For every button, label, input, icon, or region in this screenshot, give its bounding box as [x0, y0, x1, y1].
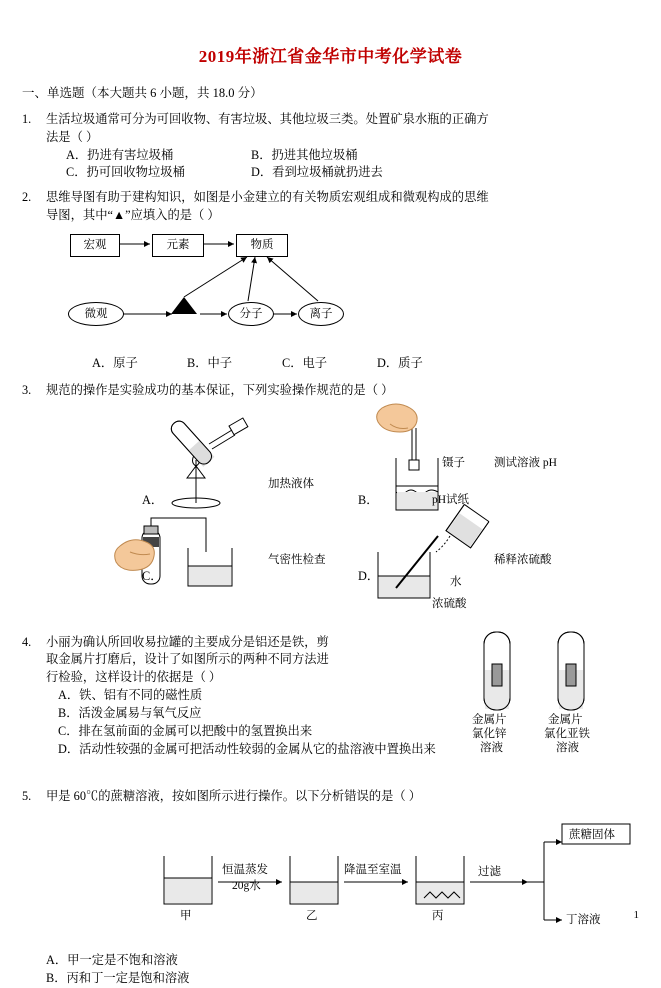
question-2	[22, 189, 643, 372]
mindmap-node-blank-triangle	[171, 297, 197, 314]
mindmap-node-micro: 微观	[68, 302, 124, 326]
question-5-label-beaker-yi: 乙	[306, 910, 318, 923]
question-3-apparatus-drawings	[46, 400, 646, 630]
question-4-label-fecl2: 氯化亚铁	[544, 727, 590, 740]
mindmap-node-element: 元素	[152, 234, 204, 257]
page-number: 1	[633, 909, 639, 921]
question-1-number: 1.	[22, 112, 32, 126]
question-4-number: 4.	[22, 634, 32, 649]
question-5-stem-line-1: 甲是 60℃的蔗糖溶液，按如图所示进行操作。以下分析错误的是（ ）	[46, 789, 422, 804]
question-5-label-beaker-jia: 甲	[180, 910, 192, 923]
question-3-caption-d: 稀释浓硫酸	[494, 553, 552, 566]
question-3-label-tweezers: 镊子	[442, 456, 465, 469]
question-4-label-solution-right: 溶液	[556, 741, 579, 754]
question-3-option-a-letter[interactable]: A．	[142, 492, 164, 507]
question-5-option-b[interactable]: B．丙和丁一定是饱和溶液	[46, 971, 190, 986]
question-4-option-a[interactable]: A．铁、铝有不同的磁性质	[58, 688, 203, 703]
question-2-options	[92, 355, 643, 373]
question-1-option-c[interactable]: C．扔可回收物垃圾桶	[66, 165, 185, 180]
question-5-label-beaker-bing: 丙	[432, 910, 444, 923]
question-3-label-water: 水	[450, 575, 462, 588]
question-4-label-zncl2: 氯化锌	[472, 727, 507, 740]
question-2-stem-line-1: 思维导图有助于建构知识，如图是小金建立的有关物质宏观组成和微观构成的思维	[46, 190, 489, 205]
question-1-option-a[interactable]: A．扔进有害垃圾桶	[66, 147, 174, 162]
question-4-option-c[interactable]: C．排在氢前面的金属可以把酸中的氢置换出来	[58, 723, 313, 738]
question-4-option-d[interactable]: D．活动性较强的金属可把活动性较弱的金属从它的盐溶液中置换出来	[58, 741, 436, 756]
question-4-stem-line-1: 小丽为确认所回收易拉罐的主要成分是铝还是铁，剪	[46, 634, 329, 649]
question-3-figures	[46, 400, 643, 630]
mindmap-node-molecule: 分子	[228, 302, 274, 326]
question-2-stem-line-2: 导图，其中“▲”应填入的是（ ）	[46, 208, 220, 223]
question-1-option-d[interactable]: D．看到垃圾桶就扔进去	[251, 165, 383, 180]
question-3	[22, 382, 643, 630]
question-4-label-metal-left: 金属片	[472, 713, 507, 726]
question-3-label-conc-acid: 浓硫酸	[432, 597, 467, 610]
question-4-label-metal-right: 金属片	[548, 713, 583, 726]
question-5	[22, 788, 643, 987]
question-2-option-d[interactable]: D．质子	[377, 355, 423, 370]
question-4-stem-line-2: 取金属片打磨后，设计了如图所示的两种不同方法进	[46, 652, 329, 667]
mindmap-diagram	[62, 231, 643, 349]
question-5-label-sucrose-solid: 蔗糖固体	[569, 829, 615, 842]
question-5-label-cooling: 降温至室温	[344, 864, 402, 877]
question-5-label-20g-water: 20g水	[232, 880, 261, 893]
question-2-option-c[interactable]: C．电子	[282, 355, 328, 370]
question-1-option-b[interactable]: B．扔进其他垃圾桶	[251, 147, 358, 162]
question-1	[22, 111, 643, 182]
question-3-number: 3.	[22, 382, 32, 397]
question-3-label-ph-paper: pH试纸	[432, 493, 470, 506]
question-3-option-d-letter[interactable]: D．	[358, 568, 380, 583]
mindmap-node-macro: 宏观	[70, 234, 120, 257]
question-4-label-solution-left: 溶液	[480, 741, 503, 754]
question-4-option-b[interactable]: B．活泼金属易与氧气反应	[58, 705, 202, 720]
question-3-caption-b: 测试溶液 pH	[494, 456, 557, 469]
question-1-stem-line-2: 法是（ ）	[46, 129, 99, 144]
question-3-stem-line-1: 规范的操作是实验成功的基本保证，下列实验操作规范的是（ ）	[46, 382, 394, 397]
question-5-figure	[46, 820, 643, 950]
question-5-option-a[interactable]: A．甲一定是不饱和溶液	[46, 953, 178, 968]
question-5-process-diagram	[46, 820, 646, 940]
mindmap-node-ion: 离子	[298, 302, 344, 326]
section-heading: 一、单选题（本大题共 6 小题，共 18.0 分）	[22, 86, 263, 100]
question-4-figure	[466, 630, 661, 754]
question-2-number: 2.	[22, 190, 32, 205]
question-5-label-ding-solution: 丁溶液	[566, 914, 601, 927]
question-1-stem-line-1: 生活垃圾通常可分为可回收物、有害垃圾、其他垃圾三类。处置矿泉水瓶的正确方	[46, 112, 489, 126]
question-3-option-b-letter[interactable]: B．	[358, 492, 379, 507]
question-5-label-evaporate: 恒温蒸发	[222, 864, 268, 877]
question-5-number: 5.	[22, 789, 32, 804]
question-2-option-a[interactable]: A．原子	[92, 355, 138, 370]
question-3-caption-c: 气密性检查	[268, 553, 326, 566]
question-5-label-filter: 过滤	[478, 866, 501, 879]
question-4-stem-line-3: 行检验，这样设计的依据是（ ）	[46, 670, 222, 685]
question-4	[22, 634, 643, 759]
question-2-option-b[interactable]: B．中子	[187, 355, 233, 370]
page-title: 2019年浙江省金华市中考化学试卷	[198, 47, 463, 66]
mindmap-node-substance: 物质	[236, 234, 288, 257]
question-3-caption-a: 加热液体	[268, 477, 314, 490]
question-3-option-c-letter[interactable]: C．	[142, 568, 163, 583]
